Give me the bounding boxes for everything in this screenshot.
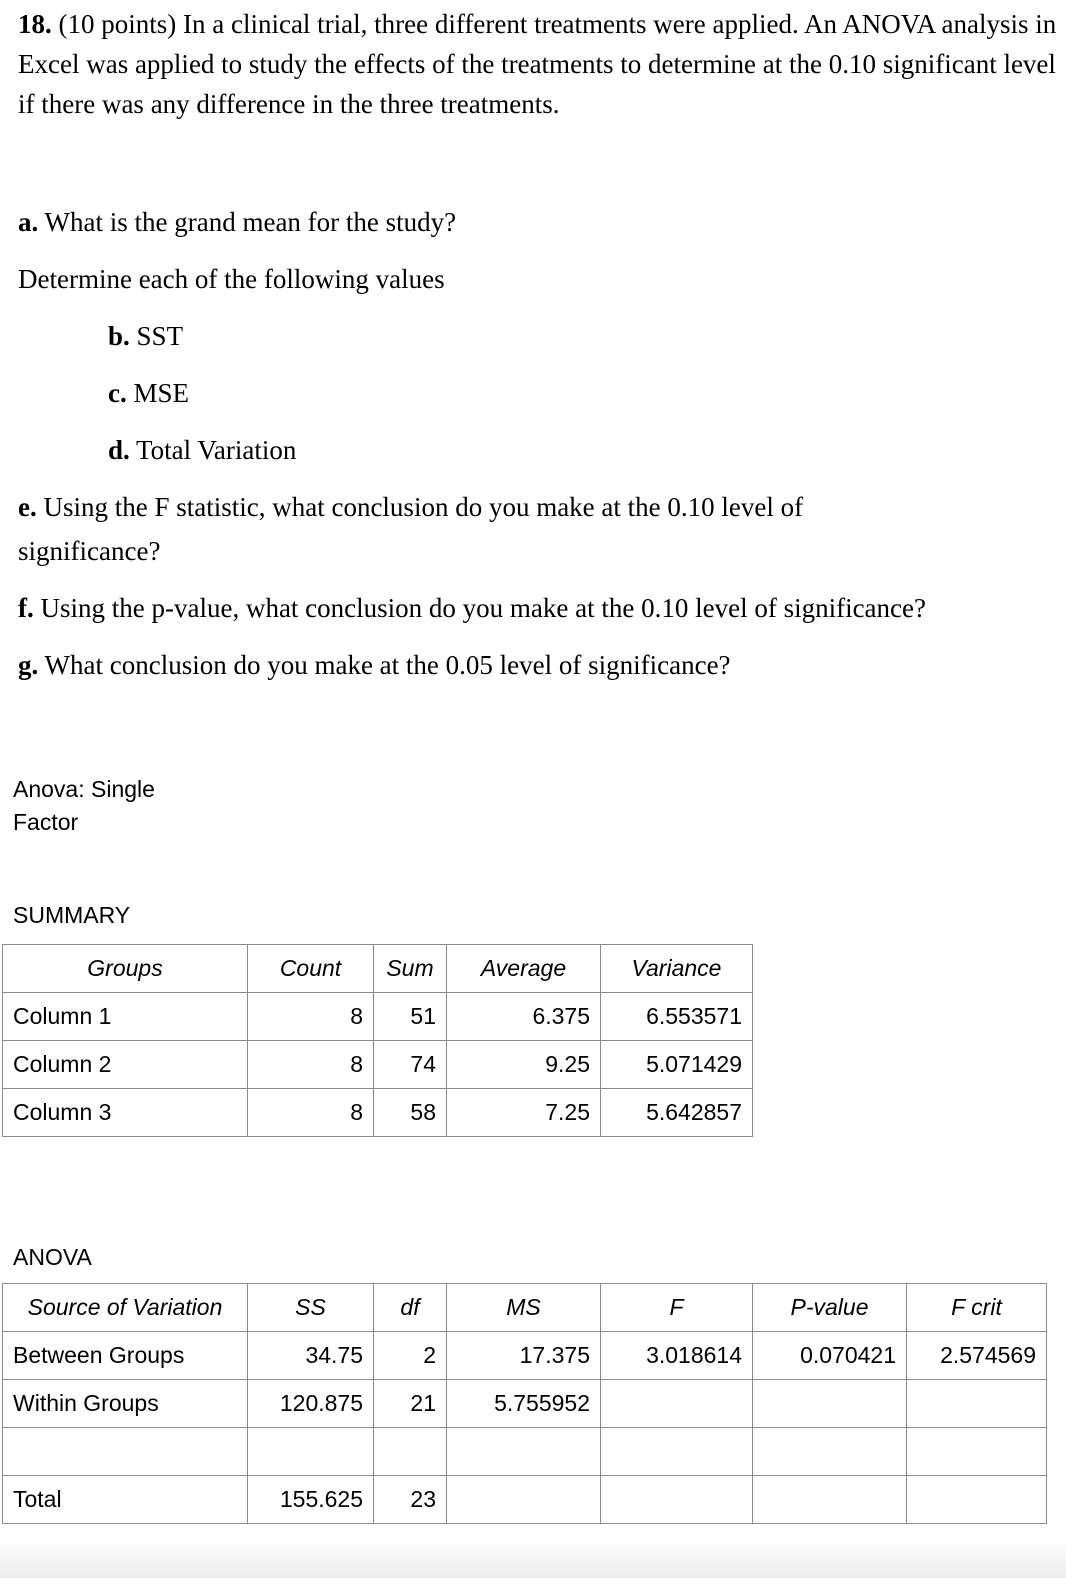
question-points: (10 points) <box>58 9 177 39</box>
anova-header-ms: MS <box>447 1284 601 1332</box>
summary-count: 8 <box>248 993 374 1041</box>
anova-f <box>601 1428 753 1476</box>
anova-header-row <box>3 1284 1047 1332</box>
question-b <box>108 316 183 356</box>
question-f <box>18 588 926 628</box>
summary-label: SUMMARY <box>13 902 131 928</box>
anova-ms: 17.375 <box>447 1332 601 1380</box>
question-number: 18. <box>18 9 52 39</box>
question-e <box>18 487 803 527</box>
summary-header-average: Average <box>447 945 601 993</box>
summary-header-row <box>3 945 753 993</box>
question-a-label: a. <box>18 207 39 237</box>
question-e-text-1: Using the F statistic, what conclusion do you make at the 0.10 level of <box>43 492 804 522</box>
anova-p-value <box>753 1380 907 1428</box>
anova-header-f: F <box>601 1284 753 1332</box>
anova-source: Within Groups <box>3 1380 248 1428</box>
anova-title <box>13 773 155 839</box>
question-text: In a clinical trial, three different treatments were applied. An ANOVA analysis in Excel was applied to study the effects of the treatments to determine at the 0.10 significant level if there was any difference in the three treatments. <box>18 9 1057 119</box>
question-d-text: Total Variation <box>136 435 297 465</box>
summary-group: Column 2 <box>3 1041 248 1089</box>
anova-ms: 5.755952 <box>447 1380 601 1428</box>
summary-sum: 58 <box>374 1089 447 1137</box>
anova-title-line-2: Factor <box>13 809 79 835</box>
anova-f: 3.018614 <box>601 1332 753 1380</box>
anova-p-value: 0.070421 <box>753 1332 907 1380</box>
anova-header-source: Source of Variation <box>3 1284 248 1332</box>
determine-text: Determine each of the following values <box>18 264 445 294</box>
summary-sum: 74 <box>374 1041 447 1089</box>
summary-sum: 51 <box>374 993 447 1041</box>
anova-source: Between Groups <box>3 1332 248 1380</box>
table-row <box>3 1332 1047 1380</box>
anova-header-f-crit: F crit <box>907 1284 1047 1332</box>
anova-p-value <box>753 1476 907 1524</box>
question-e-label: e. <box>18 492 37 522</box>
anova-ss: 155.625 <box>248 1476 374 1524</box>
page-bottom-edge <box>0 1540 1066 1578</box>
table-row <box>3 1041 753 1089</box>
question-intro <box>18 4 1058 124</box>
anova-f-crit <box>907 1428 1047 1476</box>
question-g <box>18 645 731 685</box>
anova-f-crit <box>907 1380 1047 1428</box>
anova-df: 2 <box>374 1332 447 1380</box>
summary-variance: 5.642857 <box>601 1089 753 1137</box>
anova-header-df: df <box>374 1284 447 1332</box>
anova-df <box>374 1428 447 1476</box>
summary-group: Column 1 <box>3 993 248 1041</box>
anova-source <box>3 1428 248 1476</box>
question-d <box>108 430 296 470</box>
summary-variance: 6.553571 <box>601 993 753 1041</box>
table-row <box>3 1428 1047 1476</box>
question-c-label: c. <box>108 378 127 408</box>
question-e-text-2: significance? <box>18 536 161 566</box>
summary-group: Column 3 <box>3 1089 248 1137</box>
anova-label: ANOVA <box>13 1244 92 1270</box>
anova-ms <box>447 1476 601 1524</box>
anova-ss: 34.75 <box>248 1332 374 1380</box>
summary-header-groups: Groups <box>3 945 248 993</box>
question-b-label: b. <box>108 321 130 351</box>
anova-df: 23 <box>374 1476 447 1524</box>
summary-variance: 5.071429 <box>601 1041 753 1089</box>
table-row <box>3 1089 753 1137</box>
anova-f <box>601 1476 753 1524</box>
question-a <box>18 202 456 242</box>
question-g-text: What conclusion do you make at the 0.05 level of significance? <box>44 650 731 680</box>
anova-header-ss: SS <box>248 1284 374 1332</box>
anova-df: 21 <box>374 1380 447 1428</box>
anova-table <box>2 1283 1047 1524</box>
table-row <box>3 993 753 1041</box>
question-d-label: d. <box>108 435 130 465</box>
anova-p-value <box>753 1428 907 1476</box>
anova-ss <box>248 1428 374 1476</box>
summary-average: 7.25 <box>447 1089 601 1137</box>
anova-ms <box>447 1428 601 1476</box>
anova-f-crit <box>907 1476 1047 1524</box>
question-c-text: MSE <box>133 378 190 408</box>
anova-f-crit: 2.574569 <box>907 1332 1047 1380</box>
question-g-label: g. <box>18 650 39 680</box>
anova-f <box>601 1380 753 1428</box>
summary-table <box>2 944 753 1137</box>
table-row <box>3 1476 1047 1524</box>
summary-header-count: Count <box>248 945 374 993</box>
anova-source: Total <box>3 1476 248 1524</box>
anova-title-line-1: Anova: Single <box>13 776 155 802</box>
summary-average: 9.25 <box>447 1041 601 1089</box>
summary-header-variance: Variance <box>601 945 753 993</box>
question-f-label: f. <box>18 593 34 623</box>
summary-average: 6.375 <box>447 993 601 1041</box>
question-f-text: Using the p-value, what conclusion do you make at the 0.10 level of significance? <box>40 593 926 623</box>
anova-header-p-value: P-value <box>753 1284 907 1332</box>
question-b-text: SST <box>136 321 184 351</box>
table-row <box>3 1380 1047 1428</box>
summary-count: 8 <box>248 1089 374 1137</box>
anova-ss: 120.875 <box>248 1380 374 1428</box>
question-c <box>108 373 189 413</box>
question-a-text: What is the grand mean for the study? <box>44 207 457 237</box>
summary-header-sum: Sum <box>374 945 447 993</box>
summary-count: 8 <box>248 1041 374 1089</box>
